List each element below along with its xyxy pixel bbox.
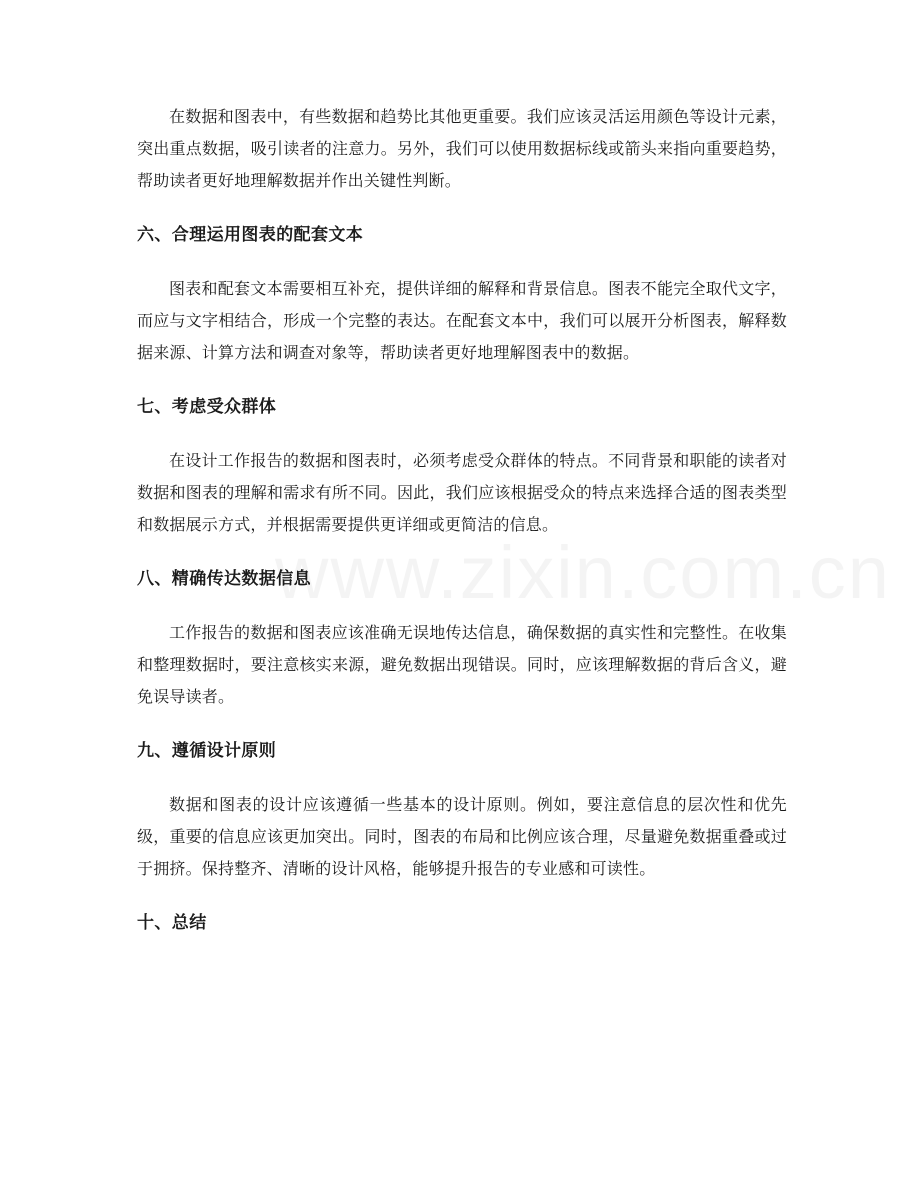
- intro-paragraph: 在数据和图表中，有些数据和趋势比其他更重要。我们应该灵活运用颜色等设计元素，突出重点数据，吸引读者的注意力。另外，我们可以使用数据标线或箭头来指向重要趋势，帮助读者更好地理解数据并作出关键性判断。: [137, 107, 787, 190]
- section-heading-7: 七、考虑受众群体: [137, 397, 277, 417]
- section-heading-10: 十、总结: [137, 913, 207, 933]
- section-heading-8: 八、精确传达数据信息: [137, 569, 311, 589]
- section-body-9: 数据和图表的设计应该遵循一些基本的设计原则。例如，要注意信息的层次性和优先级，重要的信息应该更加突出。同时，图表的布局和比例应该合理，尽量避免数据重叠或过于拥挤。保持整齐、清晰的设计风格，能够提升报告的专业感和可读性。: [137, 795, 787, 878]
- document-body: [137, 101, 787, 939]
- section-body-7: 在设计工作报告的数据和图表时，必须考虑受众群体的特点。不同背景和职能的读者对数据和图表的理解和需求有所不同。因此，我们应该根据受众的特点来选择合适的图表类型和数据展示方式，并根据需要提供更详细或更简洁的信息。: [137, 451, 787, 534]
- section-heading-6: 六、合理运用图表的配套文本: [137, 225, 364, 245]
- section-body-6: 图表和配套文本需要相互补充，提供详细的解释和背景信息。图表不能完全取代文字，而应与文字相结合，形成一个完整的表达。在配套文本中，我们可以展开分析图表，解释数据来源、计算方法和调查对象等，帮助读者更好地理解图表中的数据。: [137, 279, 787, 362]
- section-body-8: 工作报告的数据和图表应该准确无误地传达信息，确保数据的真实性和完整性。在收集和整理数据时，要注意核实来源，避免数据出现错误。同时，应该理解数据的背后含义，避免误导读者。: [137, 623, 787, 706]
- section-heading-9: 九、遵循设计原则: [137, 741, 277, 761]
